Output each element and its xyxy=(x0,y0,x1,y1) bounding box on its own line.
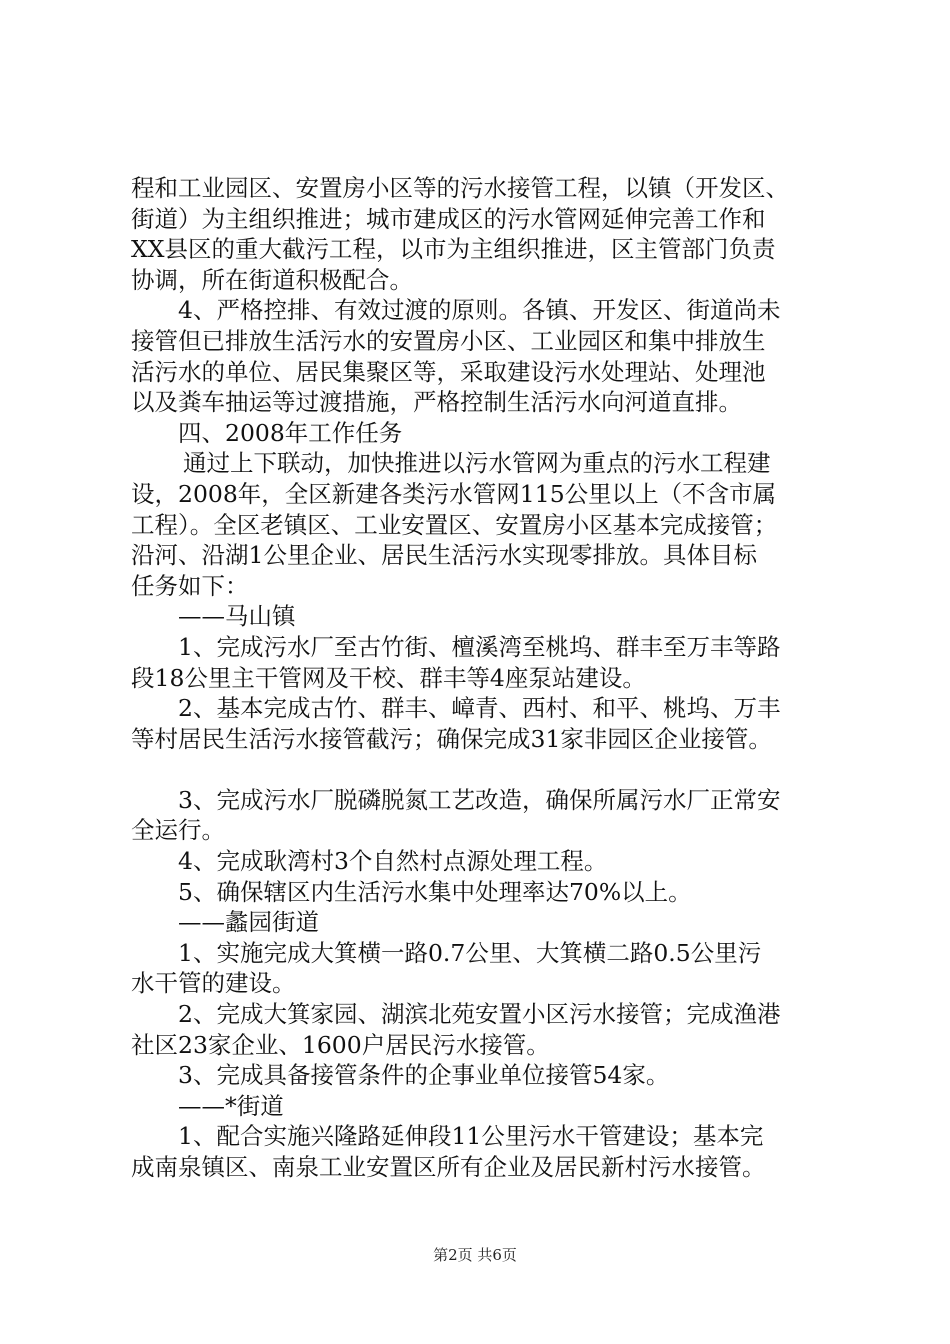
section-heading: 四、2008年工作任务 xyxy=(178,418,403,447)
text-line: 5、确保辖区内生活污水集中处理率达70%以上。 xyxy=(178,877,692,906)
text-line: 3、完成具备接管条件的企事业单位接管54家。 xyxy=(178,1061,670,1090)
page-footer: 第2页 共6页 xyxy=(433,1246,517,1264)
text-line: 通过上下联动，加快推进以污水管网为重点的污水工程建 xyxy=(183,449,771,478)
text-line: 社区23家企业、1600户居民污水接管。 xyxy=(131,1030,550,1059)
document-body xyxy=(131,173,831,1183)
text-line: 1、完成污水厂至古竹街、檀溪湾至桃坞、群丰至万丰等路 xyxy=(178,632,781,661)
text-line: 4、严格控排、有效过渡的原则。各镇、开发区、街道尚未 xyxy=(178,296,781,325)
text-line: 街道）为主组织推进；城市建成区的污水管网延伸完善工作和 xyxy=(131,204,766,233)
text-line: 工程）。全区老镇区、工业安置区、安置房小区基本完成接管； xyxy=(131,510,778,539)
subsection-heading: ——马山镇 xyxy=(178,602,296,631)
text-line: 3、完成污水厂脱磷脱氮工艺改造，确保所属污水厂正常安 xyxy=(178,785,781,814)
text-line: 段18公里主干管网及干校、群丰等4座泵站建设。 xyxy=(131,663,646,692)
subsection-heading: ——蠡园街道 xyxy=(178,908,319,937)
subsection-heading: ——*街道 xyxy=(178,1091,284,1120)
text-line: 2、完成大箕家园、湖滨北苑安置小区污水接管；完成渔港 xyxy=(178,1000,781,1029)
text-line: XX县区的重大截污工程，以市为主组织推进，区主管部门负责 xyxy=(131,235,776,264)
text-line: 等村居民生活污水接管截污；确保完成31家非园区企业接管。 xyxy=(131,724,772,753)
text-line: 沿河、沿湖1公里企业、居民生活污水实现零排放。具体目标 xyxy=(131,541,757,570)
text-line: 全运行。 xyxy=(131,816,225,845)
text-line: 程和工业园区、安置房小区等的污水接管工程，以镇（开发区、 xyxy=(131,174,789,202)
text-line: 协调，所在街道积极配合。 xyxy=(131,265,413,294)
text-line: 活污水的单位、居民集聚区等，采取建设污水处理站、处理池 xyxy=(131,357,766,386)
text-line: 1、配合实施兴隆路延伸段11公里污水干管建设；基本完 xyxy=(178,1122,764,1151)
text-line: 以及粪车抽运等过渡措施，严格控制生活污水向河道直排。 xyxy=(131,388,742,417)
text-line: 成南泉镇区、南泉工业安置区所有企业及居民新村污水接管。 xyxy=(131,1153,766,1181)
text-line: 水干管的建设。 xyxy=(131,969,296,998)
text-line: 任务如下： xyxy=(131,571,249,600)
text-line: 接管但已排放生活污水的安置房小区、工业园区和集中排放生 xyxy=(131,326,766,355)
text-line: 2、基本完成古竹、群丰、嶂青、西村、和平、桃坞、万丰 xyxy=(178,694,781,723)
text-line: 4、完成耿湾村3个自然村点源处理工程。 xyxy=(178,847,608,876)
text-line: 1、实施完成大箕横一路0.7公里、大箕横二路0.5公里污 xyxy=(178,938,762,967)
text-line: 设，2008年，全区新建各类污水管网115公里以上（不含市属 xyxy=(131,479,777,508)
